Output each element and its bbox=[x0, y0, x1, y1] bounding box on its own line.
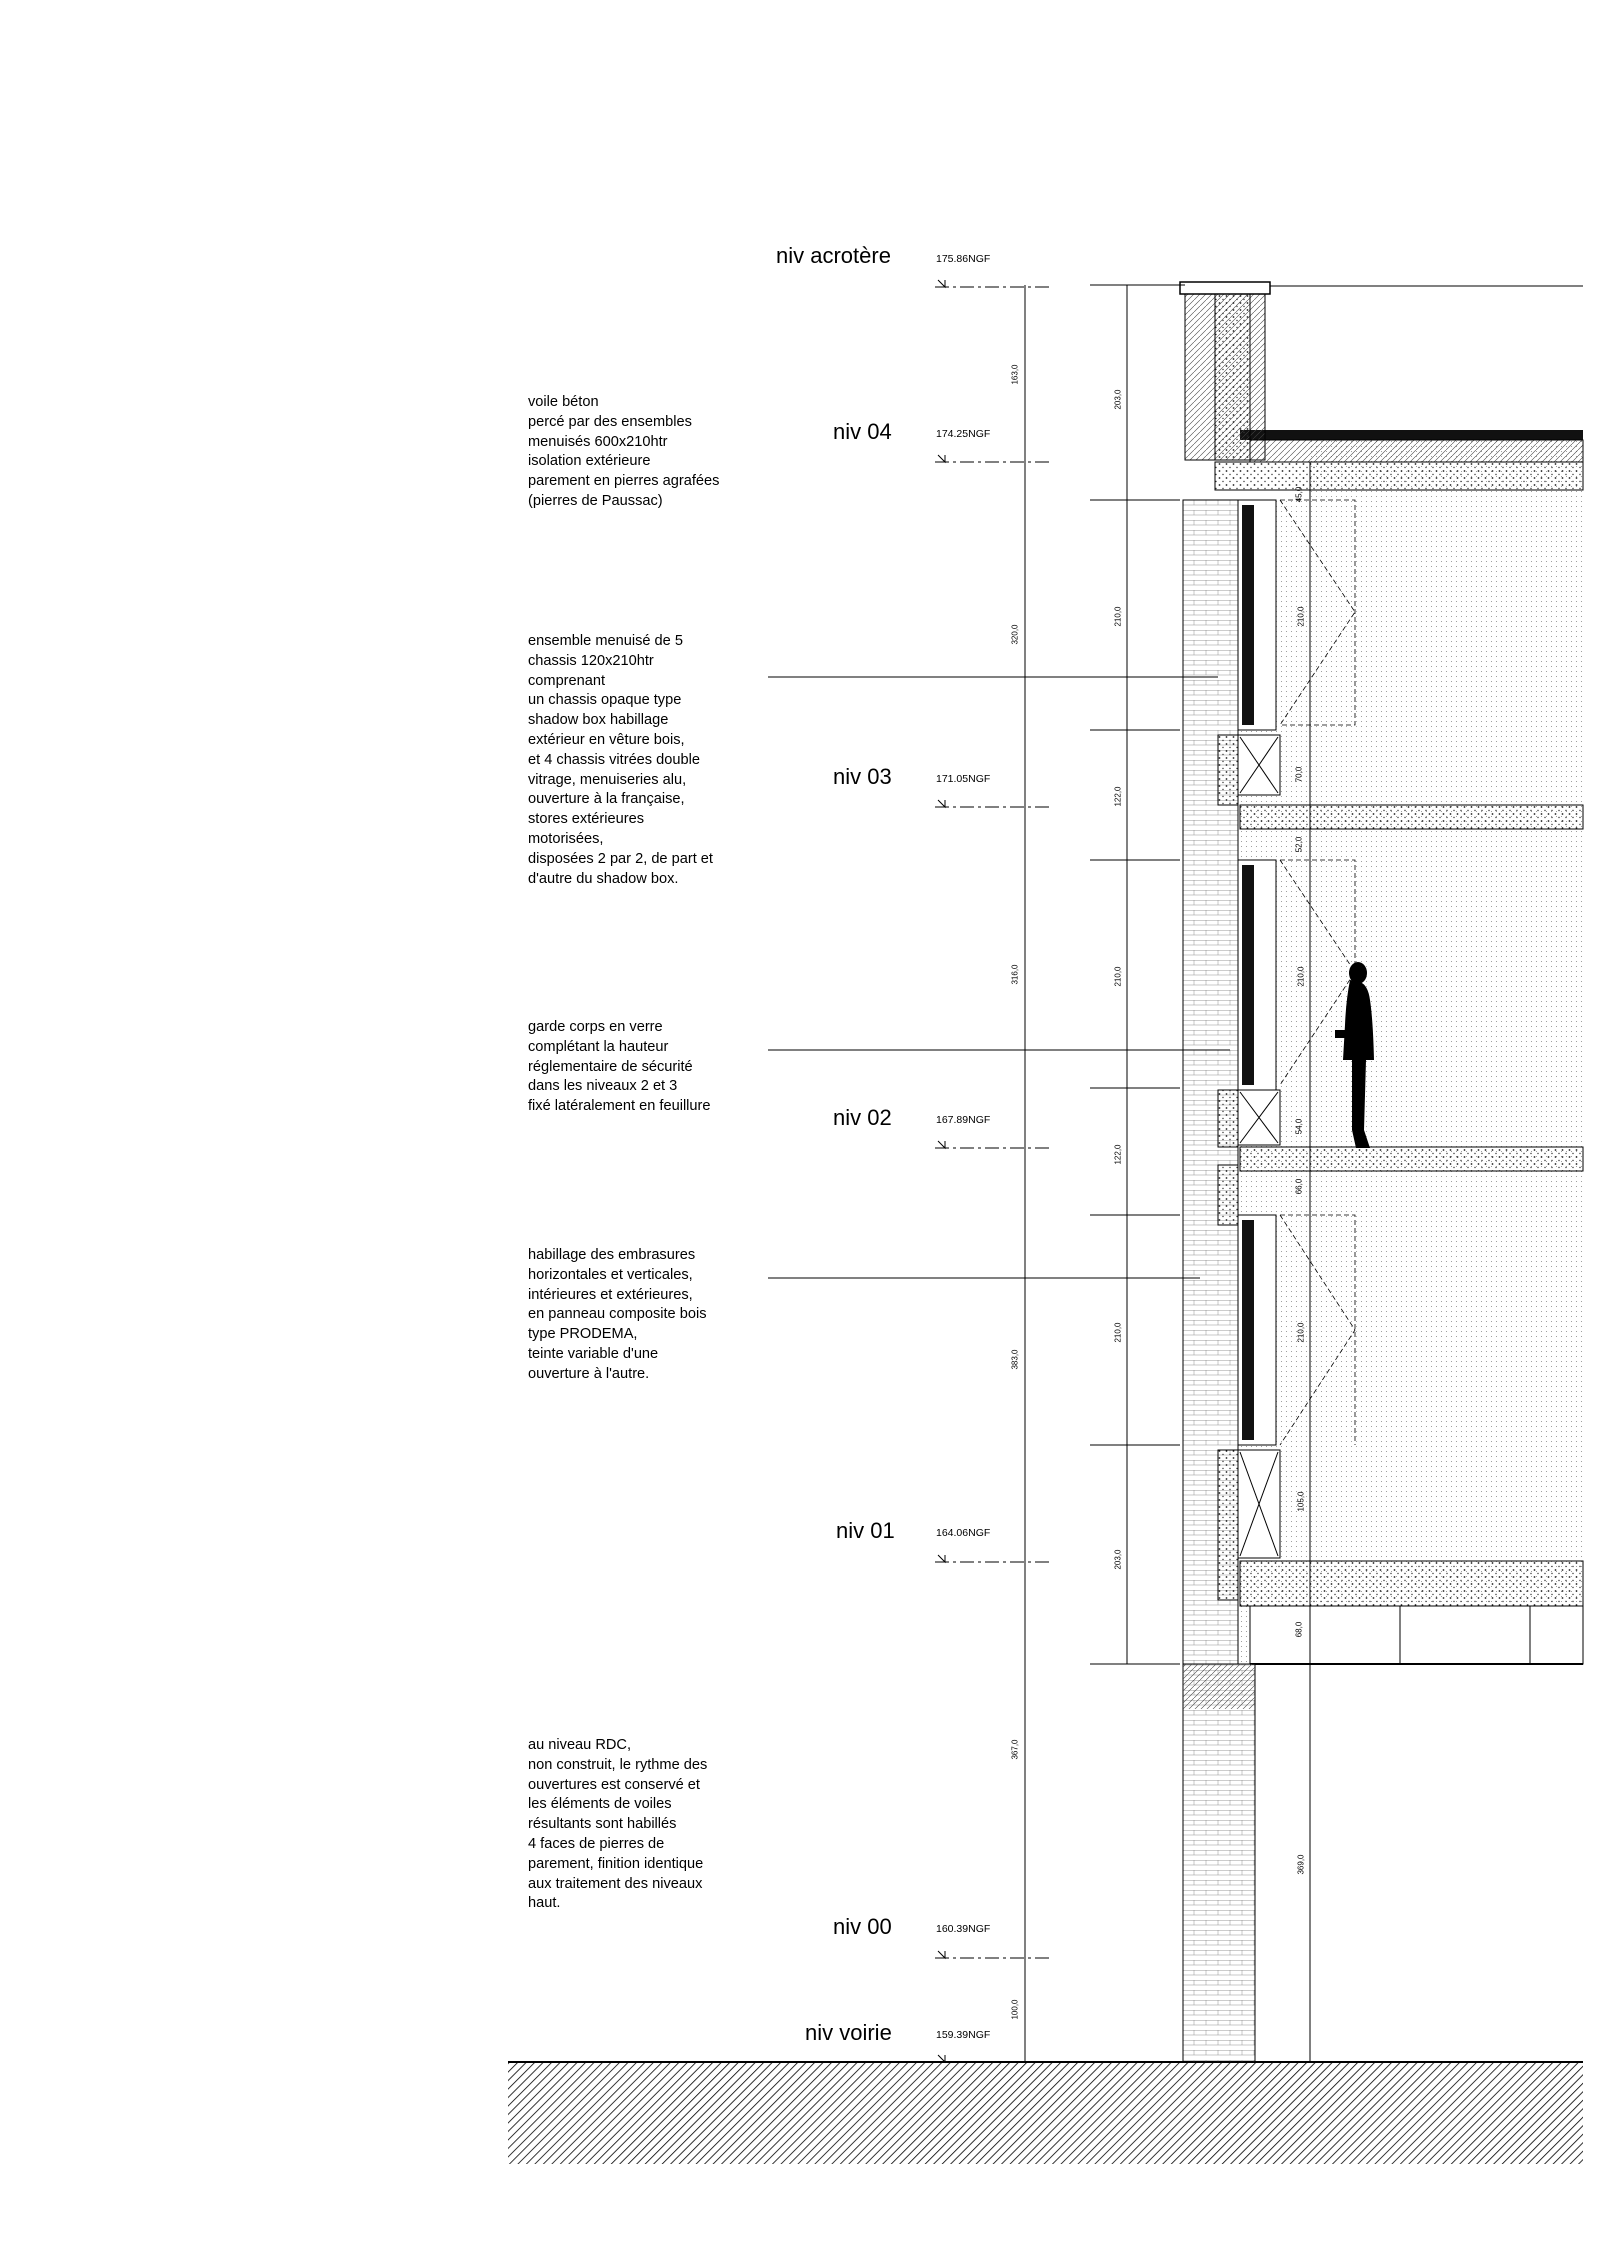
note-habillage: habillage des embrasures horizontales et verticales, intérieures et extérieures, en panneau composite bois type PRODEMA, teinte variable d'une ouverture à l'autre. bbox=[528, 1247, 707, 1382]
dim-sec-1: 210,0 bbox=[1113, 606, 1123, 627]
level-label-niv04: niv 04 bbox=[833, 419, 892, 444]
dim-sec-5: 210,0 bbox=[1113, 1322, 1123, 1343]
dim-sec-6: 203,0 bbox=[1113, 1549, 1123, 1570]
dim-inner-7: 210,0 bbox=[1296, 1322, 1306, 1343]
dim-inner-2: 70,0 bbox=[1294, 766, 1304, 783]
level-label-niv02: niv 02 bbox=[833, 1105, 892, 1130]
level-label-niv00: niv 00 bbox=[833, 1914, 892, 1939]
ngf-niv02: 167.89NGF bbox=[936, 1114, 991, 1126]
roof bbox=[1180, 282, 1583, 490]
dim-inner-4: 210,0 bbox=[1296, 966, 1306, 987]
dim-sec-0: 203,0 bbox=[1113, 389, 1123, 410]
dim-inner-10: 369,0 bbox=[1296, 1854, 1306, 1875]
ngf-niv03: 171.05NGF bbox=[936, 773, 991, 785]
dim-main-4: 367,0 bbox=[1010, 1739, 1020, 1760]
dim-inner-9: 68,0 bbox=[1294, 1621, 1304, 1638]
dim-main-5: 100,0 bbox=[1010, 1999, 1020, 2020]
dim-sec-4: 122,0 bbox=[1113, 1144, 1123, 1165]
note-rdc: au niveau RDC, non construit, le rythme des ouvertures est conservé et les éléments de voiles résultants sont habillés 4 faces de pierres de parement, finition identique aux traitement des niveaux haut. bbox=[528, 1737, 708, 1912]
dim-inner-5: 54,0 bbox=[1294, 1118, 1304, 1135]
note-voile-beton: voile béton percé par des ensembles menuisés 600x210htr isolation extérieure parement en pierres agrafées (pierres de Paussac) bbox=[528, 394, 720, 509]
dim-main-3: 383,0 bbox=[1010, 1349, 1020, 1370]
note-garde-corps: garde corps en verre complétant la hauteur réglementaire de sécurité dans les niveaux 2 et 3 fixé latéralement en feuillure bbox=[528, 1019, 711, 1115]
dim-sec-2: 122,0 bbox=[1113, 786, 1123, 807]
ground-hatch bbox=[508, 2062, 1583, 2164]
dim-inner-1: 210,0 bbox=[1296, 606, 1306, 627]
dim-sec-3: 210,0 bbox=[1113, 966, 1123, 987]
ngf-niv00: 160.39NGF bbox=[936, 1923, 991, 1935]
level-markers bbox=[935, 280, 1050, 2062]
dim-inner-0: 45,0 bbox=[1294, 486, 1304, 503]
dim-main-0: 163,0 bbox=[1010, 364, 1020, 385]
ngf-acrotere: 175.86NGF bbox=[936, 253, 991, 265]
dim-main-1: 320,0 bbox=[1010, 624, 1020, 645]
dim-inner-8: 105,0 bbox=[1296, 1491, 1306, 1512]
dim-inner-6: 66,0 bbox=[1294, 1178, 1304, 1195]
ngf-niv04: 174.25NGF bbox=[936, 428, 991, 440]
level-label-niv03: niv 03 bbox=[833, 764, 892, 789]
ngf-voirie: 159.39NGF bbox=[936, 2029, 991, 2041]
level-label-acrotere: niv acrotère bbox=[776, 243, 891, 268]
level-label-niv01: niv 01 bbox=[836, 1518, 895, 1543]
level-label-voirie: niv voirie bbox=[805, 2020, 892, 2045]
dim-inner-3: 52,0 bbox=[1294, 836, 1304, 853]
note-ensemble-menuise: ensemble menuisé de 5 chassis 120x210htr comprenant un chassis opaque type shadow box habillage extérieur en vêture bois, et 4 chassis vitrées double vitrage, menuiseries alu, ouverture à la française, stores extérieures motorisées, disposées 2 par 2, de part et d'autre du shadow box. bbox=[528, 633, 713, 887]
dim-main-2: 316,0 bbox=[1010, 964, 1020, 985]
ngf-niv01: 164.06NGF bbox=[936, 1527, 991, 1539]
